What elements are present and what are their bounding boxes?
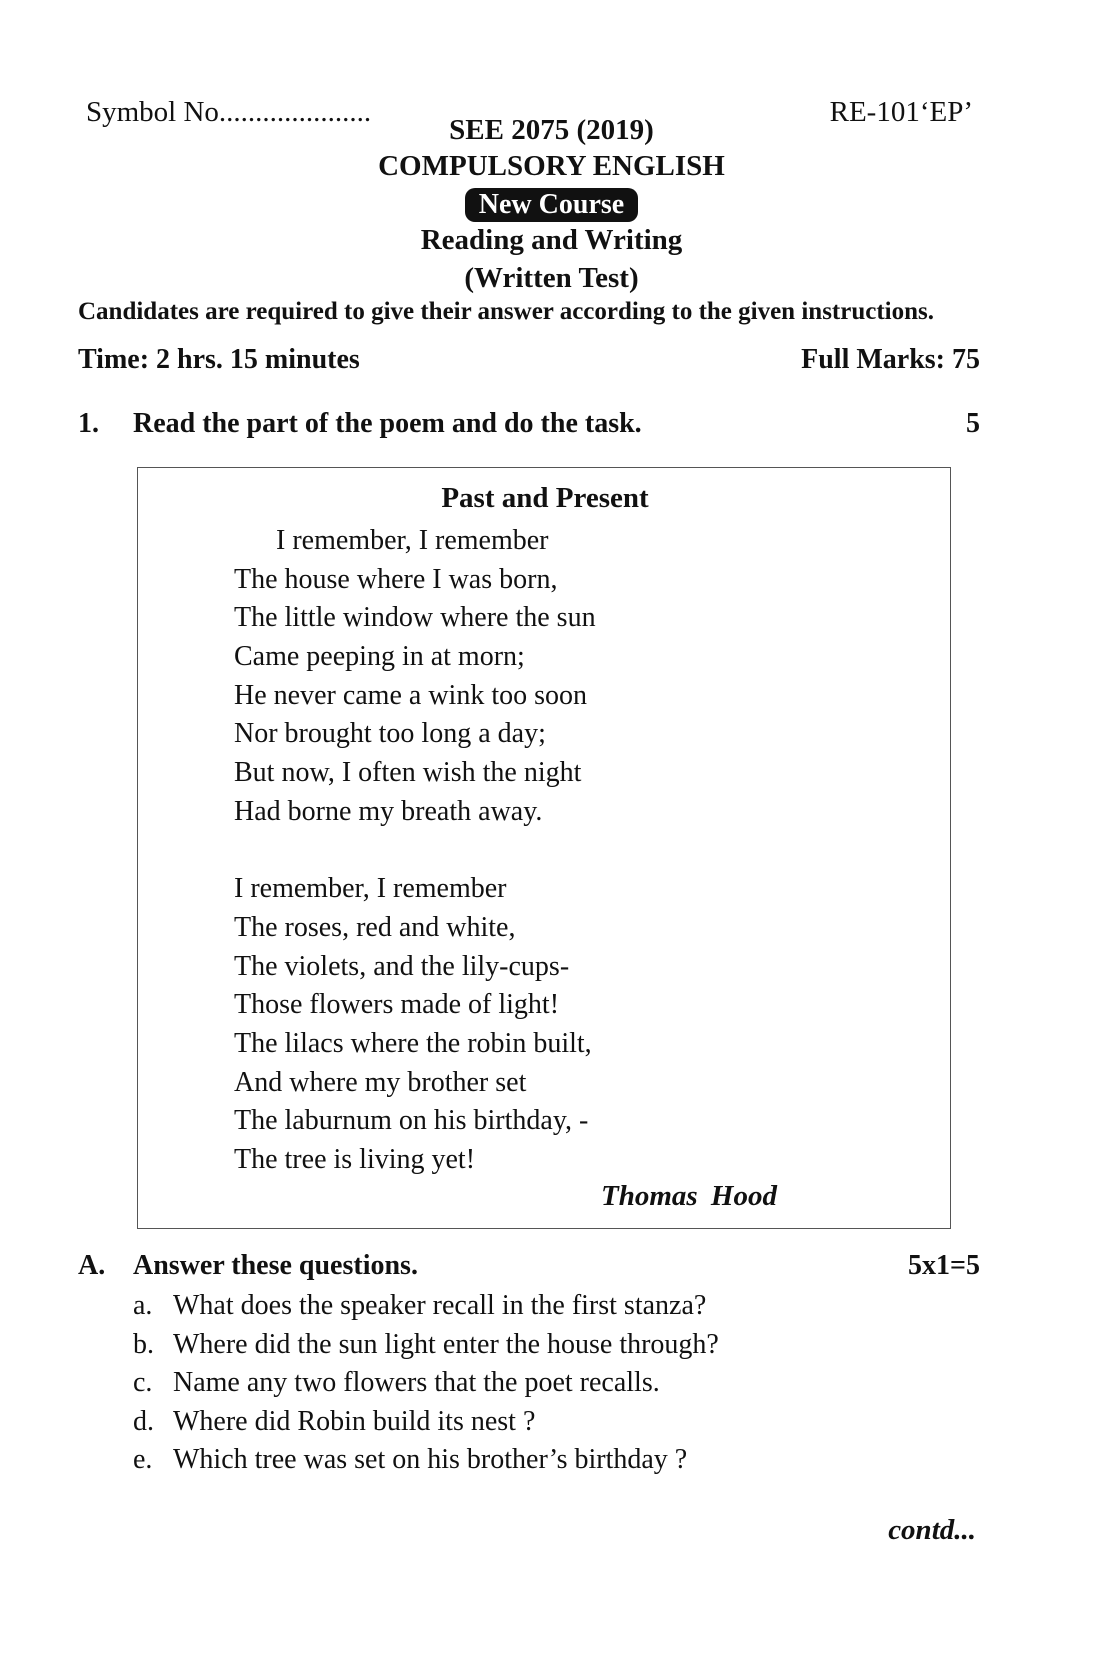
question-1-number: 1. [78,408,99,439]
paper-code: RE-101‘EP’ [829,96,973,128]
question-label: d. [133,1405,154,1437]
time-allowed: Time: 2 hrs. 15 minutes [78,344,360,375]
question-text: Name any two flowers that the poet recalls. [173,1367,660,1399]
poem-line: I remember, I remember [276,525,549,556]
poem-line: The roses, red and white, [234,911,516,943]
question-text: Where did Robin build its nest ? [173,1405,536,1437]
poem-line: Came peeping in at morn; [234,641,525,673]
poem-line: Those flowers made of light! [234,989,560,1021]
poem-line: The violets, and the lily-cups- [234,950,570,982]
poem-line: The house where I was born, [234,563,558,595]
poem-title: Past and Present [441,482,649,514]
section-a-marks: 5x1=5 [908,1250,980,1281]
instructions: Candidates are required to give their answer according to the given instructions. [78,298,934,325]
question-item [133,1364,719,1403]
full-marks: Full Marks: 75 [801,344,980,375]
poem-line: Nor brought too long a day; [234,718,546,750]
exam-title: SEE 2075 (2019) [449,114,654,146]
new-course-badge-wrap [0,188,1103,222]
question-list [133,1287,719,1480]
poem-line: I remember, I remember [234,873,507,905]
question-label: b. [133,1328,154,1360]
poem-line: The lilacs where the robin built, [234,1027,592,1059]
section-a-heading: Answer these questions. [133,1250,418,1281]
question-item [133,1287,719,1326]
poem-line: He never came a wink too soon [234,679,587,711]
question-text: What does the speaker recall in the first stanza? [173,1290,707,1321]
poem-box [137,467,951,1229]
question-1-text: Read the part of the poem and do the task. [133,408,642,439]
question-text: Which tree was set on his brother’s birthday ? [173,1444,688,1476]
question-label: a. [133,1290,153,1321]
question-label: e. [133,1444,153,1476]
paper-title: Reading and Writing [420,224,683,256]
question-text: Where did the sun light enter the house through? [173,1328,719,1360]
test-mode: (Written Test) [464,262,639,294]
section-a-letter: A. [78,1250,106,1281]
poem-line: The tree is living yet! [234,1144,476,1175]
symbol-number: Symbol No..................... [86,96,372,128]
poem-author: Thomas Hood [601,1180,777,1212]
continued-note: contd... [888,1514,976,1546]
poem-line: The laburnum on his birthday, - [234,1105,589,1137]
subject-title: COMPULSORY ENGLISH [378,150,725,182]
poem-line: The little window where the sun [234,602,596,634]
poem-line: And where my brother set [234,1066,527,1098]
question-item [133,1403,719,1442]
poem-line: Had borne my breath away. [234,795,543,827]
poem-lines [234,522,596,1180]
question-label: c. [133,1367,153,1399]
question-item [133,1441,719,1480]
question-item [133,1326,719,1365]
question-1-marks: 5 [966,408,980,439]
poem-line: But now, I often wish the night [234,757,582,789]
new-course-badge: New Course [465,188,638,222]
